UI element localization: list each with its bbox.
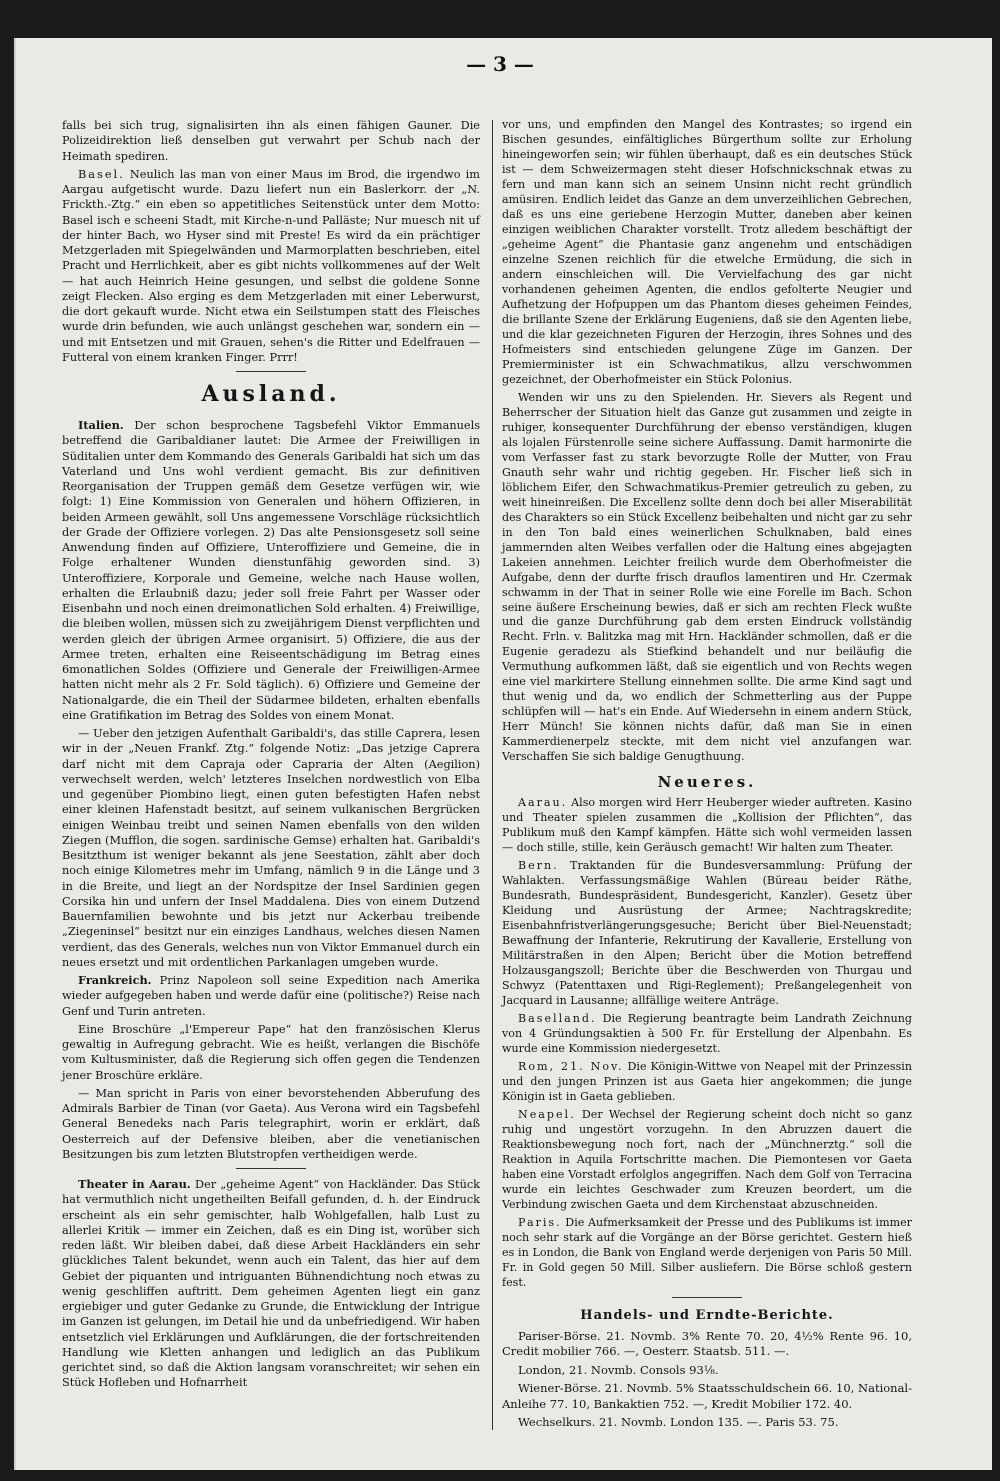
column-rule [492, 120, 493, 1430]
market-wechsel: Wechselkurs. 21. Novmb. London 135. —. Paris 53. 75. [518, 1415, 839, 1430]
theater-text: Der „geheime Agent“ von Hackländer. Das Stück hat vermuthlich nicht ungetheilten Beifall gefunden, d. h. der Eindruck erscheint als ein sehr gemischter, halb Wohlgefallen, halb Lust zu allerlei Kritik — immer ein Zeichen, daß es ein Ding ist, worüber sich reden läßt. Wir bleiben dabei, daß diese Arbeit Hackländers ein sehr glückliches Talent bekundet, wenn auch ein Talent, das hier auf dem Gebiet der piquanten und intriguanten Bühnendichtung noch etwas zu wenig geschliffen auftritt. Dem geheimen Agenten liegt ein ganz ergiebiger und guter Gedanke zu Grunde, die Entwicklung der Intrigue im Ganzen ist gelungen, im Detail hie und da unbefriedigend. Wir haben entsetzlich viel Erklärungen und Aufklärungen, die der fortschreitenden Handlung wie Kletten anhangen und lediglich an das Publikum gerichtet sind, so daß die Aktion langsam voranschreitet; wir sehen ein Stück Hofleben und Hofnarrheit [62, 1178, 481, 1390]
separator [236, 371, 306, 372]
aarau-dateline: Aarau. [518, 796, 568, 810]
basel-text: Neulich las man von einer Maus im Brod, die irgendwo im Aargau aufgetischt wurde. Dazu liefert nun ein Baslerkorr. der „N. Frickth.-Ztg.“ ein eben so appetitliches Seitenstück unter dem Motto: Basel isch e scheeni Stadt, mit Kirche-n-und Palläste; Nur muesch nit uf der hinter Bach, wo Hyser sind mit Preste! Es wird da ein prächtiger Metzgerladen mit Spiegelwänden und Marmorplatten beschrieben, eitel Pracht und Herrlichkeit, aber es gibt nichts vollkommenes auf der Welt — hat auch Heinrich Heine gesungen, und selbst die goldene Sonne zeigt Flecken. Also erging es dem Metzgerladen mit einer Leberwurst, die dort gekauft wurde. Nicht etwa ein Seilstumpen statt des Fleisches wurde drin befunden, wie auch unlängst geschehen war, sondern ein — und mit Entsetzen und mit Grauen, sehen's die Ritter und Edelfrauen — Futteral von einem kranken Finger. Prrr! [62, 167, 480, 364]
italien-dateline: Italien. [78, 418, 124, 432]
theater-article [62, 1177, 480, 1391]
market-paris: Pariser-Börse. 21. Novmb. 3% Rente 70. 20, 4½% Rente 96. 10, Credit mobilier 766. —, Oesterr. Staatsb. 511. —. [502, 1328, 912, 1359]
bern-text: Traktanden für die Bundesversammlung: Prüfung der Wahlakten. Verfassungsmäßige Wahlen (Büreau beider Räthe, Bundesrath, Bundespräsident, Bundesgericht, Kanzler). Gesetz über Kleidung und Ausrüstung der Armee; Nachtragskredite; Eisenbahnfristverlängerungsgesuche; Bericht über Biel-Neuenstadt; Bewaffnung der Infanterie, Rekrutirung der Kavallerie, Erstellung von Militärstraßen in den Alpen; Bericht über die Motion betreffend Holzausgangszoll; Berichte über die Beschwerden von Thurgau und Schwyz (Patenttaxen und Rigi-Reglement); Preßangelegenheit von Jacquard in Lausanne; allfällige weitere Anträge. [502, 859, 912, 1008]
paris-text: Die Aufmerksamkeit der Presse und des Publikums ist immer noch sehr stark auf die Vorgänge an der Börse gerichtet. Gestern hieß es in London, die Bank von England werde derjenigen von Paris 50 Mill. Fr. in Gold gegen 50 Mill. Silber ausliefern. Die Börse schloß gestern fest. [502, 1215, 912, 1289]
section-heading-ausland: Ausland. [201, 381, 341, 407]
theater-dateline: Theater in Aarau. [78, 1177, 191, 1191]
caprera-article: — Ueber den jetzigen Aufenthalt Garibaldi's, das stille Caprera, lesen wir in der „Neuen Frankf. Ztg.“ folgende Notiz: „Das jetzige Caprera darf nicht mit dem Capraja oder Capraria der Alten (Aegilion) verwechselt werden, welch' letzteres Inselchen nordwestlich von Elba und gegenüber Piombino liegt, einen guten befestigten Hafen nebst einer kleinen Hafenstadt besitzt, auf seinem vulkanischen Bergrücken einigen Weinbau treibt und seinen Namen ebenfalls von den wilden Ziegen (Mufflon, die sogen. sardinische Gemse) erhalten hat. Garibaldi's Besitzthum ist weniger bekannt als jene Seestation, zählt aber doch noch einige Kilometres mehr im Umfang, nämlich 9 in die Länge und 3 in die Breite, und liegt an der Nordspitze der Insel Sardinien gegen Corsika hin und unfern der Insel Maddalena. Dies von einem Dutzend Bauernfamilien bewohnte und bis jetzt nur Ackerbau treibende „Ziegeninsel“ besitzt nur ein einziges Landhaus, welches diesen Namen verdient, das des Generals, welches nun von Viktor Emmanuel durch ein neues ersetzt und mit ordentlichen Parkanlagen umgeben wurde. [62, 727, 480, 969]
frankreich-text: Prinz Napoleon soll seine Expedition nach Amerika wieder aufgegeben haben und werde dafür eine (politische?) Reise nach Genf und Turin antreten. [62, 974, 480, 1018]
bern-dateline: Bern. [518, 859, 559, 873]
neapel-dateline: Neapel. [518, 1108, 576, 1121]
market-london: London, 21. Novmb. Consols 93⅛. [518, 1362, 719, 1377]
aarau-text: Also morgen wird Herr Heuberger wieder auftreten. Kasino und Theater spielen zusammen die „Kollision der Pflichten“, das Publikum muß den Kampf kämpfen. Hätte sich wohl vermeiden lassen — doch stille, stille, kein Geräusch gemacht! Wir halten zum Theater. [502, 796, 912, 855]
separator [672, 1297, 742, 1298]
paris-article [502, 1216, 912, 1291]
baselland-dateline: Baselland. [518, 1012, 597, 1026]
basel-dateline: Basel. [78, 167, 125, 181]
theater-continuation: vor uns, und empfinden den Mangel des Kontrastes; so irgend ein Bischen gesundes, einfältigliches Bürgerthum sollte zur Erholung hineingeworfen sein; wir fühlen überhaupt, daß es ein deutsches Stück ist — dem Schweizermagen steht dieser Hofschnickschnak etwas zu fern und man kann sich an seinem Unsinn nicht recht gründlich amüsiren. Endlich leidet das Ganze an dem unverzeihlichen Gebrechen, daß es uns eine geriebene Herzogin Mutter, daneben aber keinen einzigen weiblichen Charakter vorstellt. Trotz alledem beschäftigt der „geheime Agent“ die Phantasie ganz angenehm und entschädigen einzelne Szenen reichlich für die etwelche Ermüdung, die sich in andern einschleichen will. Die Vervielfachung des gar nicht vorhandenen geheimen Agenten, die endlos gefolterte Neugier und Aufhetzung der Hofpuppen um das Phantom dieses geheimen Feindes, die brillante Szene der Erklärung Eugeniens, daß sie den Agenten liebe, und die klar gezeichneten Figuren der Herzogin, ihres Sohnes und des Hofmeisters sind entschieden gelungene Züge im Ganzen. Der Premierminister ist ein Schwachmatikus, allzu verschwommen gezeichnet, der Oberhofmeister ein Stück Polonius. [502, 118, 912, 386]
right-column [502, 118, 912, 1434]
paris-dateline: Paris. [518, 1215, 562, 1229]
separator [236, 1168, 306, 1169]
aarau-article [502, 796, 912, 856]
market-wien: Wiener-Börse. 21. Novmb. 5% Staatsschuldschein 66. 10, National-Anleihe 77. 10, Bankaktien 752. —, Kredit Mobilier 172. 40. [502, 1381, 912, 1411]
basel-article [62, 167, 480, 365]
italien-text: Der schon besprochene Tagsbefehl Viktor Emmanuels betreffend die Garibaldianer lautet: Die Armee der Freiwilligen in Süditalien unter dem Kommando des Generals Garibaldi hat sich um das Vaterland und Uns wohl verdient gemacht. Bis zur definitiven Reorganisation der Truppen gemäß dem Gesetze verfügen wir, wie folgt: 1) Eine Kommission von Generalen und höhern Offizieren, in beiden Armeen gewählt, soll Uns angemessene Vorschläge rücksichtlich der Grade der Offiziere vorlegen. 2) Das alte Pensionsgesetz soll seine Anwendung finden auf Offiziere, Unteroffiziere und Gemeine, die in Folge erhaltener Wunden dienstunfähig geworden sind. 3) Unteroffiziere, Korporale und Gemeine, welche nach Hause wollen, erhalten die Erlaubniß dazu; jeder soll freie Fahrt per Wasser oder Eisenbahn und noch einen dreimonatlichen Sold erhalten. 4) Freiwillige, die bleiben wollen, müssen sich zu zweijährigem Dienst verpflichten und werden gleich der übrigen Armee organisirt. 5) Offiziere, die aus der Armee treten, erhalten eine Reiseentschädigung im Betrag eines 6monatlichen Soldes (Offiziere und Generale der Freiwilligen-Armee hatten nicht mehr als 2 Fr. Sold täglich). 6) Offiziere und Gemeine der Nationalgarde, die ein Theil der Südarmee bildeten, erhalten ebenfalls eine Gratifikation im Betrag des Soldes von einem Monat. [62, 419, 480, 722]
rom-dateline: Rom, 21. Nov. [518, 1060, 624, 1074]
market-reports [502, 1329, 912, 1431]
admiral-article: — Man spricht in Paris von einer bevorstehenden Abberufung des Admirals Barbier de Tinan (vor Gaeta). Aus Verona wird ein Tagsbefehl General Benedeks nach Paris telegraphirt, worin er erklärt, daß Oesterreich auf der Defensive bleiben, aber die venetianischen Besitzungen bis zum letzten Blutstropfen vertheidigen werde. [62, 1086, 480, 1161]
frankreich-dateline: Frankreich. [78, 973, 152, 987]
spielenden-paragraph: Wenden wir uns zu den Spielenden. Hr. Sievers als Regent und Beherrscher der Situation hielt das Ganze gut zusammen und zeigte in ruhiger, konsequenter Durchführung der ebenso verständigen, klugen als lojalen Fürstenrolle seine sichere Auffassung. Damit harmonirte die vom Verfasser fast zu stark bevorzugte Rolle der Mutter, von Frau Gnauth sehr wahr und richtig gegeben. Hr. Fischer ließ sich in löblichem Eifer, den Schwachmatikus-Premier getreulich zu geben, zu weit hineinreißen. Die Excellenz sollte denn doch bei aller Miserabilität des Charakters so ein Stück Excellenz beibehalten und nicht gar zu sehr in den Ton bald eines weinerlichen Schulknaben, bald eines jammernden alten Weibes verfallen oder die Haltung eines abgejagten Lakeien annehmen. Leichter freilich wurde dem Oberhofmeister die Aufgabe, denn der durfte frisch drauflos lamentiren und Hr. Czermak schwamm in der That in seiner Rolle wie eine Forelle im Bach. Schon seine äußere Erscheinung bewies, daß er sich am rechten Fleck wußte und die ganze Durchführung gab dem ersten Eindruck vollständig Recht. Frln. v. Balitzka mag mit Hrn. Hackländer schmollen, daß er die Eugenie geradezu als Stiefkind behandelt und nur beiläufig die Vermuthung aufkommen läßt, daß sie eigentlich und von Rechts wegen eine viel markirtere Stellung einnehmen sollte. Die arme Kind sagt und thut wenig und da, wo endlich der Schmetterling aus der Puppe schlüpfen will — hat's ein Ende. Auf Wiedersehn in einem andern Stück, Herr Münch! Sie können nichts dafür, daß man Sie in einen Kammerdienerpelz steckte, mit dem nicht viel anzufangen war. Verschaffen Sie sich baldige Genugthuung. [502, 390, 912, 764]
intro-paragraph: falls bei sich trug, signalisirten ihn als einen fähigen Gauner. Die Polizeidirektion ließ denselben gut verwahrt per Schub nach der Heimath spediren. [62, 119, 480, 163]
broschuere-article: Eine Broschüre „l'Empereur Pape“ hat den französischen Klerus gewaltig in Aufregung gebracht. Wie es heißt, verlangen die Bischöfe vom Kultusminister, daß die Regierung sich offen gegen die Tendenzen jener Broschüre erkläre. [62, 1022, 480, 1082]
baselland-article [502, 1012, 912, 1057]
page-number: — 3 — [466, 52, 534, 76]
left-column [62, 118, 480, 1394]
italien-article [62, 418, 480, 723]
bern-article [502, 859, 912, 1009]
neapel-article [502, 1108, 912, 1213]
frankreich-article [62, 973, 480, 1019]
rom-text: Die Königin-Wittwe von Neapel mit der Prinzessin und den jungen Prinzen ist aus Gaeta hier angekommen; die junge Königin ist in Gaeta geblieben. [502, 1060, 912, 1104]
neapel-text: Der Wechsel der Regierung scheint doch nicht so ganz ruhig und ungestört vorzugehn. In den Abruzzen dauert die Reaktionsbewegung noch fort, nach der „Münchnerztg.“ soll die Reaktion in Aquila Fortschritte machen. Die Piemontesen vor Gaeta haben eine Vorstadt erfolglos angegriffen. Nach dem Golf von Terracina wurde ein leichtes Geschwader zum Kreuzen beordert, um die Verbindung zwischen Gaeta und dem Kirchenstaat abzuschneiden. [502, 1108, 912, 1211]
baselland-text: Die Regierung beantragte beim Landrath Zeichnung von 4 Gründungsaktien à 500 Fr. für Erstellung der Alpenbahn. Es wurde eine Kommission niedergesetzt. [502, 1012, 912, 1056]
section-heading-handel: Handels- und Erndte-Berichte. [580, 1307, 834, 1323]
section-heading-neueres: Neueres. [657, 773, 757, 792]
rom-article [502, 1060, 912, 1105]
